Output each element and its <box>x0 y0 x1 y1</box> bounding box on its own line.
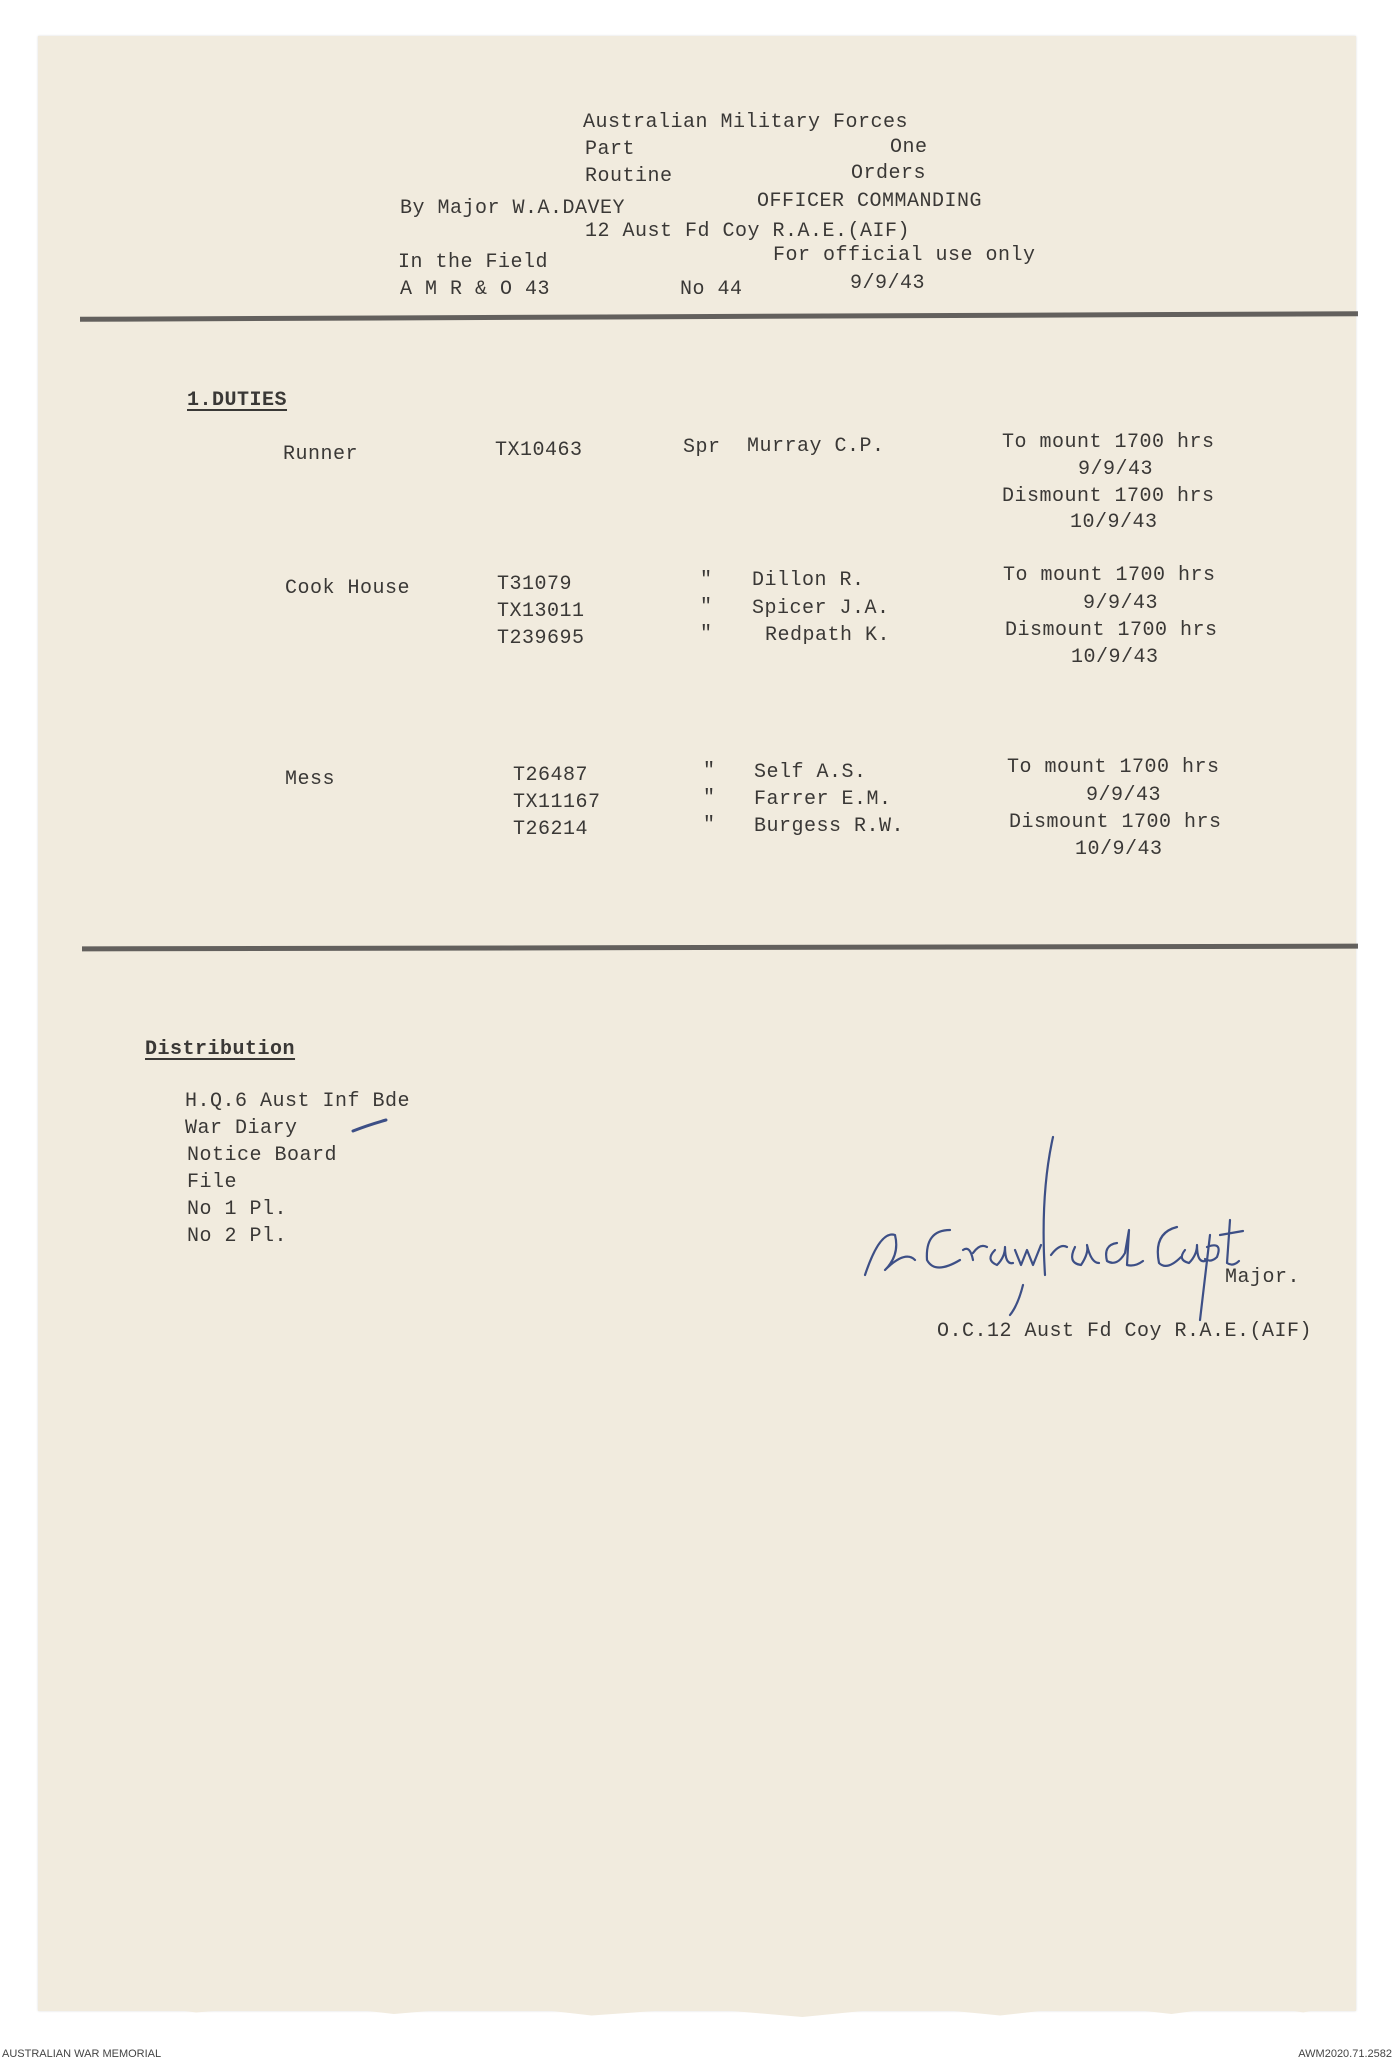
header-forces: Australian Military Forces <box>583 111 909 134</box>
mount-date: 9/9/43 <box>1083 592 1159 615</box>
dismount-time: Dismount 1700 hrs <box>1009 811 1222 834</box>
member-name: Farrer E.M. <box>754 788 892 811</box>
header-ref: A M R & O 43 <box>400 278 551 301</box>
dismount-time: Dismount 1700 hrs <box>1005 619 1218 642</box>
dismount-date: 10/9/43 <box>1070 511 1158 534</box>
header-unit: 12 Aust Fd Coy R.A.E.(AIF) <box>585 220 911 243</box>
duty-name: Runner <box>283 443 359 466</box>
rank: " <box>703 787 716 810</box>
signature-rank: Major. <box>1225 1266 1301 1289</box>
handwritten-signature <box>855 1135 1275 1335</box>
service-number: T26487 <box>513 764 589 787</box>
archive-credit: AUSTRALIAN WAR MEMORIAL <box>2 2048 162 2060</box>
rank: " <box>700 569 713 592</box>
service-number: TX13011 <box>497 600 585 623</box>
header-orders-label: Orders <box>851 162 927 185</box>
document-page <box>38 36 1356 2011</box>
header-part-label: Part <box>585 138 636 161</box>
service-number: TX11167 <box>513 791 601 814</box>
rank: " <box>700 596 713 619</box>
distribution-heading: Distribution <box>145 1038 296 1061</box>
mount-date: 9/9/43 <box>1086 784 1162 807</box>
list-item: No 2 Pl. <box>187 1225 288 1248</box>
header-order-no: No 44 <box>680 278 743 301</box>
header-officer: OFFICER COMMANDING <box>757 190 983 213</box>
mount-time: To mount 1700 hrs <box>1003 564 1216 587</box>
list-item: War Diary <box>185 1117 298 1140</box>
rank: " <box>703 760 716 783</box>
list-item: File <box>187 1171 238 1194</box>
tick-mark <box>350 1117 390 1137</box>
rank: " <box>700 623 713 646</box>
duty-name: Mess <box>285 768 336 791</box>
dismount-date: 10/9/43 <box>1071 646 1159 669</box>
rank: " <box>703 814 716 837</box>
dismount-time: Dismount 1700 hrs <box>1002 485 1215 508</box>
dismount-date: 10/9/43 <box>1075 838 1163 861</box>
header-part-value: One <box>890 136 928 159</box>
list-item: H.Q.6 Aust Inf Bde <box>185 1090 411 1113</box>
service-number: TX10463 <box>495 439 583 462</box>
header-routine-label: Routine <box>585 165 673 188</box>
member-name: Dillon R. <box>752 569 865 592</box>
archive-reference: AWM2020.71.2582 <box>1298 2048 1392 2060</box>
member-name: Redpath K. <box>765 624 891 647</box>
header-date: 9/9/43 <box>850 272 926 295</box>
header-location: In the Field <box>398 251 549 274</box>
service-number: T31079 <box>497 573 573 596</box>
member-name: Murray C.P. <box>747 435 885 458</box>
list-item: No 1 Pl. <box>187 1198 288 1221</box>
member-name: Spicer J.A. <box>752 597 890 620</box>
service-number: T26214 <box>513 818 589 841</box>
mount-time: To mount 1700 hrs <box>1007 756 1220 779</box>
member-name: Burgess R.W. <box>754 815 905 838</box>
duty-name: Cook House <box>285 577 411 600</box>
mount-date: 9/9/43 <box>1078 458 1154 481</box>
rank: Spr <box>683 436 721 459</box>
header-by-line: By Major W.A.DAVEY <box>400 197 626 220</box>
signature-title: O.C.12 Aust Fd Coy R.A.E.(AIF) <box>937 1320 1313 1343</box>
mount-time: To mount 1700 hrs <box>1002 431 1215 454</box>
header-official: For official use only <box>773 244 1036 267</box>
member-name: Self A.S. <box>754 761 867 784</box>
list-item: Notice Board <box>187 1144 338 1167</box>
torn-edge <box>38 1990 1356 2020</box>
duties-heading: 1.DUTIES <box>187 389 288 412</box>
service-number: T239695 <box>497 627 585 650</box>
